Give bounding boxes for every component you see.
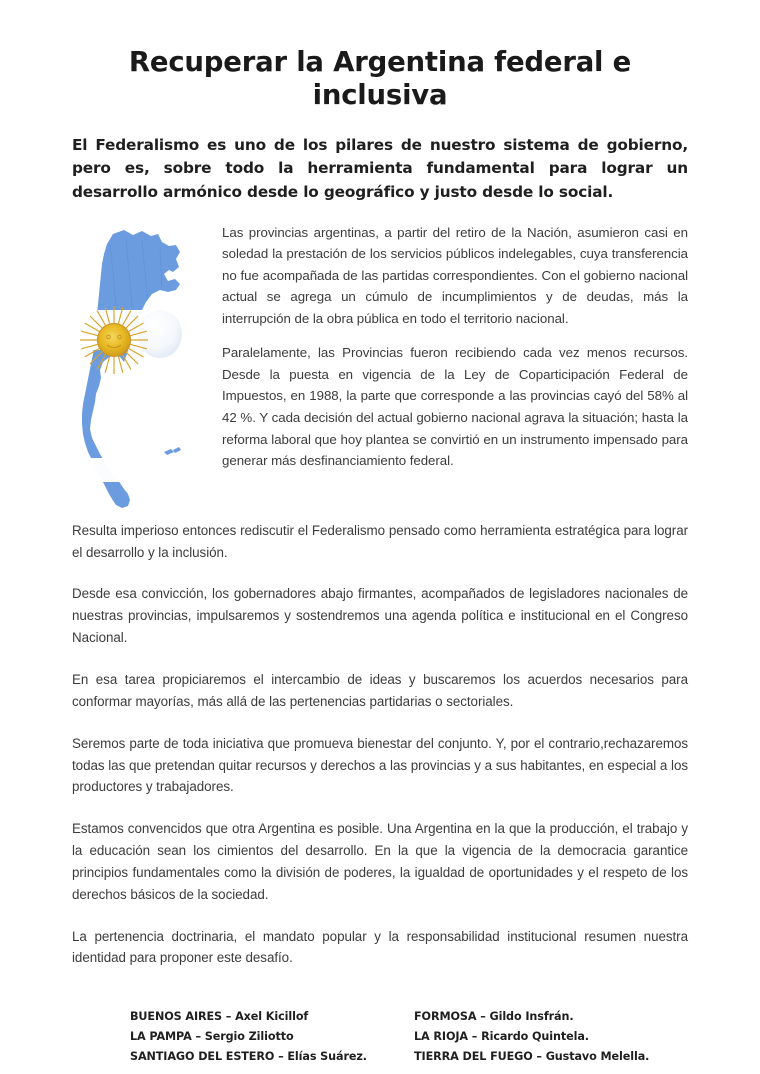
body-paragraph-4: Seremos parte de toda iniciativa que promueva bienestar del conjunto. Y, por el contrario,rechazaremos todas las que pretendan quitar recursos y derechos a las provincias y a sus habitantes, en especial a los productores y trabajadores. <box>72 735 688 795</box>
sun-of-may-icon <box>80 306 148 374</box>
page-title: Recuperar la Argentina federal e inclusiva <box>128 46 632 111</box>
body-paragraph-5: Estamos convencidos que otra Argentina es posible. Una Argentina en la que la producción, el trabajo y la educación sean los cimientos del desarrollo. En la que la vigencia de la democracia garantice principios fundamentales como la división de poderes, la igualdad de oportunidades y el respeto de los derechos básicos de la sociedad. <box>72 821 688 902</box>
signature-column-right <box>404 1007 688 1067</box>
body-paragraph-2: Desde esa convicción, los gobernadores abajo firmantes, acompañados de legisladores nacionales de nuestras provincias, impulsaremos y sostendremos una agenda política e institucional en el Congreso Nacional. <box>72 586 688 646</box>
lead-paragraph: El Federalismo es uno de los pilares de nuestro sistema de gobierno, pero es, sobre todo la herramienta fundamental para lograr un desarrollo armónico desde lo geográfico y justo desde lo social. <box>72 136 688 201</box>
map-gloss-highlight <box>138 310 182 358</box>
flank-paragraph-2: Paralelamente, las Provincias fueron recibiendo cada vez menos recursos. Desde la puesta en vigencia de la Ley de Coparticipación Federal de Impuestos, en 1988, la parte que corresponde a las provincias cayó del 58% al 42 %. Y cada decisión del actual gobierno nacional agrava la situación; hasta la reforma laboral que hoy plantea se convirtió en un instrumento impensado para generar más desfinanciamiento federal. <box>222 345 688 469</box>
argentina-flag-map-figure <box>72 226 202 518</box>
signature-column-left <box>72 1007 404 1067</box>
body-paragraph-6: La pertenencia doctrinaria, el mandato popular y la responsabilidad institucional resumen nuestra identidad para proponer este desafío. <box>72 928 688 966</box>
intro-text-column <box>214 222 688 485</box>
malvinas-islands-icon <box>164 447 181 455</box>
signature-item: BUENOS AIRES – Axel Kicillof <box>130 1010 309 1024</box>
signature-item: SANTIAGO DEL ESTERO – Elías Suárez. <box>130 1050 367 1064</box>
signature-item: LA PAMPA – Sergio Ziliotto <box>130 1030 294 1044</box>
signature-item: LA RIOJA – Ricardo Quintela. <box>414 1030 589 1044</box>
flank-paragraph-1: Las provincias argentinas, a partir del retiro de la Nación, asumieron casi en soledad la prestación de los servicios públicos indelegables, cuya transferencia no fue acompañada de las partidas correspondientes. Con el gobierno nacional actual se agrega un cúmulo de incumplimientos y de deudas, más la interrupción de la obra pública en todo el territorio nacional. <box>222 224 688 326</box>
signatures-block <box>0 989 760 1067</box>
body-paragraphs <box>0 520 760 970</box>
signature-item: TIERRA DEL FUEGO – Gustavo Melella. <box>414 1050 650 1064</box>
signature-item: FORMOSA – Gildo Insfrán. <box>414 1010 574 1024</box>
map-flag-fill <box>72 226 202 518</box>
argentina-map-icon <box>72 226 202 518</box>
map-and-intro-section <box>0 204 760 485</box>
body-paragraph-3: En esa tarea propiciaremos el intercambio de ideas y buscaremos los acuerdos necesarios para conformar mayorías, más allá de las pertenencias partidarias o sectoriales. <box>72 671 688 709</box>
body-paragraph-1: Resulta imperioso entonces rediscutir el Federalismo pensado como herramienta estratégica para lograr el desarrollo y la inclusión. <box>72 522 688 560</box>
